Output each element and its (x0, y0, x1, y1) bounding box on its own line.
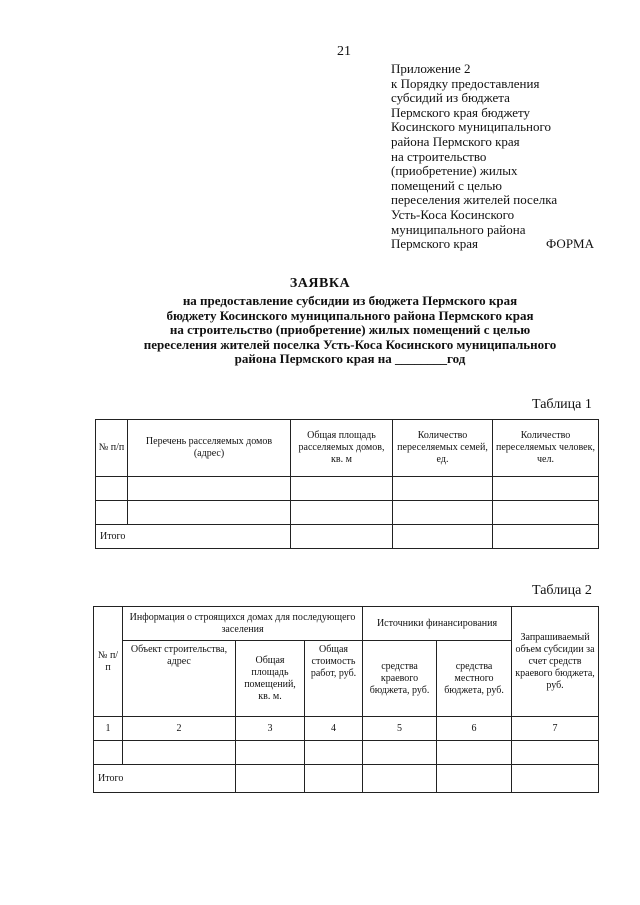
table-row (96, 501, 599, 525)
table-cell[interactable] (236, 741, 305, 765)
table-cell[interactable] (512, 765, 599, 793)
appendix-line: (приобретение) жилых (391, 163, 518, 179)
table-cell[interactable] (291, 501, 393, 525)
subtitle-line: на строительство (приобретение) жилых помещений с целью (169, 322, 531, 337)
table-cell[interactable] (305, 765, 363, 793)
table-row (94, 741, 599, 765)
appendix-line: на строительство (391, 148, 487, 164)
table2-sub-header: Объект строительства, адрес (123, 641, 236, 717)
table1-header-cell: Общая площадь расселяемых домов, кв. м (291, 420, 393, 477)
table-cell[interactable] (393, 501, 493, 525)
table-cell[interactable] (291, 525, 393, 549)
table-cell[interactable] (94, 741, 123, 765)
table-cell[interactable] (236, 765, 305, 793)
table2-group-sources: Источники финансирования (363, 607, 512, 641)
table2-sub-header: средства местного бюджета, руб. (437, 641, 512, 717)
table-cell[interactable] (363, 741, 437, 765)
table2-label: Таблица 2 (532, 583, 592, 598)
table-cell[interactable] (128, 501, 291, 525)
table-cell[interactable] (363, 765, 437, 793)
appendix-line: Косинского муниципального (391, 119, 551, 135)
table-cell[interactable] (96, 477, 128, 501)
table1-header-cell: Количество переселяемых человек, чел. (493, 420, 599, 477)
column-number: 5 (363, 717, 437, 741)
table-cell[interactable] (493, 525, 599, 549)
appendix-line: субсидий из бюджета (391, 90, 510, 106)
appendix-line: Усть-Коса Косинского (391, 206, 515, 222)
total-label: Итого (94, 765, 236, 793)
document-title: ЗАЯВКА (289, 276, 351, 291)
form-label: ФОРМА (546, 236, 594, 251)
table-cell[interactable] (96, 501, 128, 525)
table-row (96, 477, 599, 501)
table1-header-cell: Перечень расселяемых домов (адрес) (128, 420, 291, 477)
table-cell[interactable] (437, 765, 512, 793)
column-number: 4 (305, 717, 363, 741)
subtitle-line: на предоставление субсидии из бюджета Пермского края (182, 293, 518, 308)
table-cell[interactable] (123, 741, 236, 765)
appendix-line: района Пермского края (391, 133, 520, 149)
table2-total-row (94, 765, 599, 793)
appendix-line: к Порядку предоставления (391, 75, 540, 91)
table2-group-info: Информация о строящихся домах для последующего заселения (123, 607, 363, 641)
table-cell[interactable] (393, 525, 493, 549)
table1 (95, 419, 599, 549)
appendix-line: Приложение 2 (391, 61, 471, 76)
appendix-line: Пермского края (391, 236, 478, 252)
column-number: 7 (512, 717, 599, 741)
subtitle-line: района Пермского края на ________год (234, 351, 466, 366)
page-number: 21 (337, 44, 351, 59)
table1-total-row (96, 525, 599, 549)
table2-sub-header: средства краевого бюджета, руб. (363, 641, 437, 717)
document-subtitle (60, 294, 640, 367)
table2-col-num: № п/п (94, 607, 123, 717)
table-cell[interactable] (437, 741, 512, 765)
table1-header-cell: № п/п (96, 420, 128, 477)
column-number: 3 (236, 717, 305, 741)
column-number: 2 (123, 717, 236, 741)
table-cell[interactable] (493, 501, 599, 525)
appendix-line: муниципального района (391, 221, 526, 237)
table-cell[interactable] (291, 477, 393, 501)
table2-group-header-row (94, 607, 599, 641)
table-cell[interactable] (493, 477, 599, 501)
table2-col-requested: Запрашиваемый объем субсидии за счет средств краевого бюджета, руб. (512, 607, 599, 717)
table-cell[interactable] (305, 741, 363, 765)
total-label: Итого (96, 525, 291, 549)
subtitle-line: переселения жителей поселка Усть-Коса Косинского муниципального (143, 336, 557, 352)
column-number: 1 (94, 717, 123, 741)
appendix-block (391, 62, 611, 252)
appendix-line: Пермского края бюджету (391, 104, 531, 120)
table2-number-row (94, 717, 599, 741)
table-cell[interactable] (512, 741, 599, 765)
appendix-line: помещений с целью (391, 177, 502, 193)
column-number: 6 (437, 717, 512, 741)
table2-sub-header: Общая стоимость работ, руб. (305, 641, 363, 717)
table2 (93, 606, 599, 793)
table2-sub-header: Общая площадь помещений, кв. м. (236, 641, 305, 717)
table1-header-row (96, 420, 599, 477)
subtitle-line: бюджету Косинского муниципального района Пермского края (166, 307, 534, 323)
table-cell[interactable] (393, 477, 493, 501)
appendix-line: переселения жителей поселка (391, 192, 558, 208)
table1-header-cell: Количество переселяемых семей, ед. (393, 420, 493, 477)
table-cell[interactable] (128, 477, 291, 501)
table1-label: Таблица 1 (532, 397, 592, 412)
